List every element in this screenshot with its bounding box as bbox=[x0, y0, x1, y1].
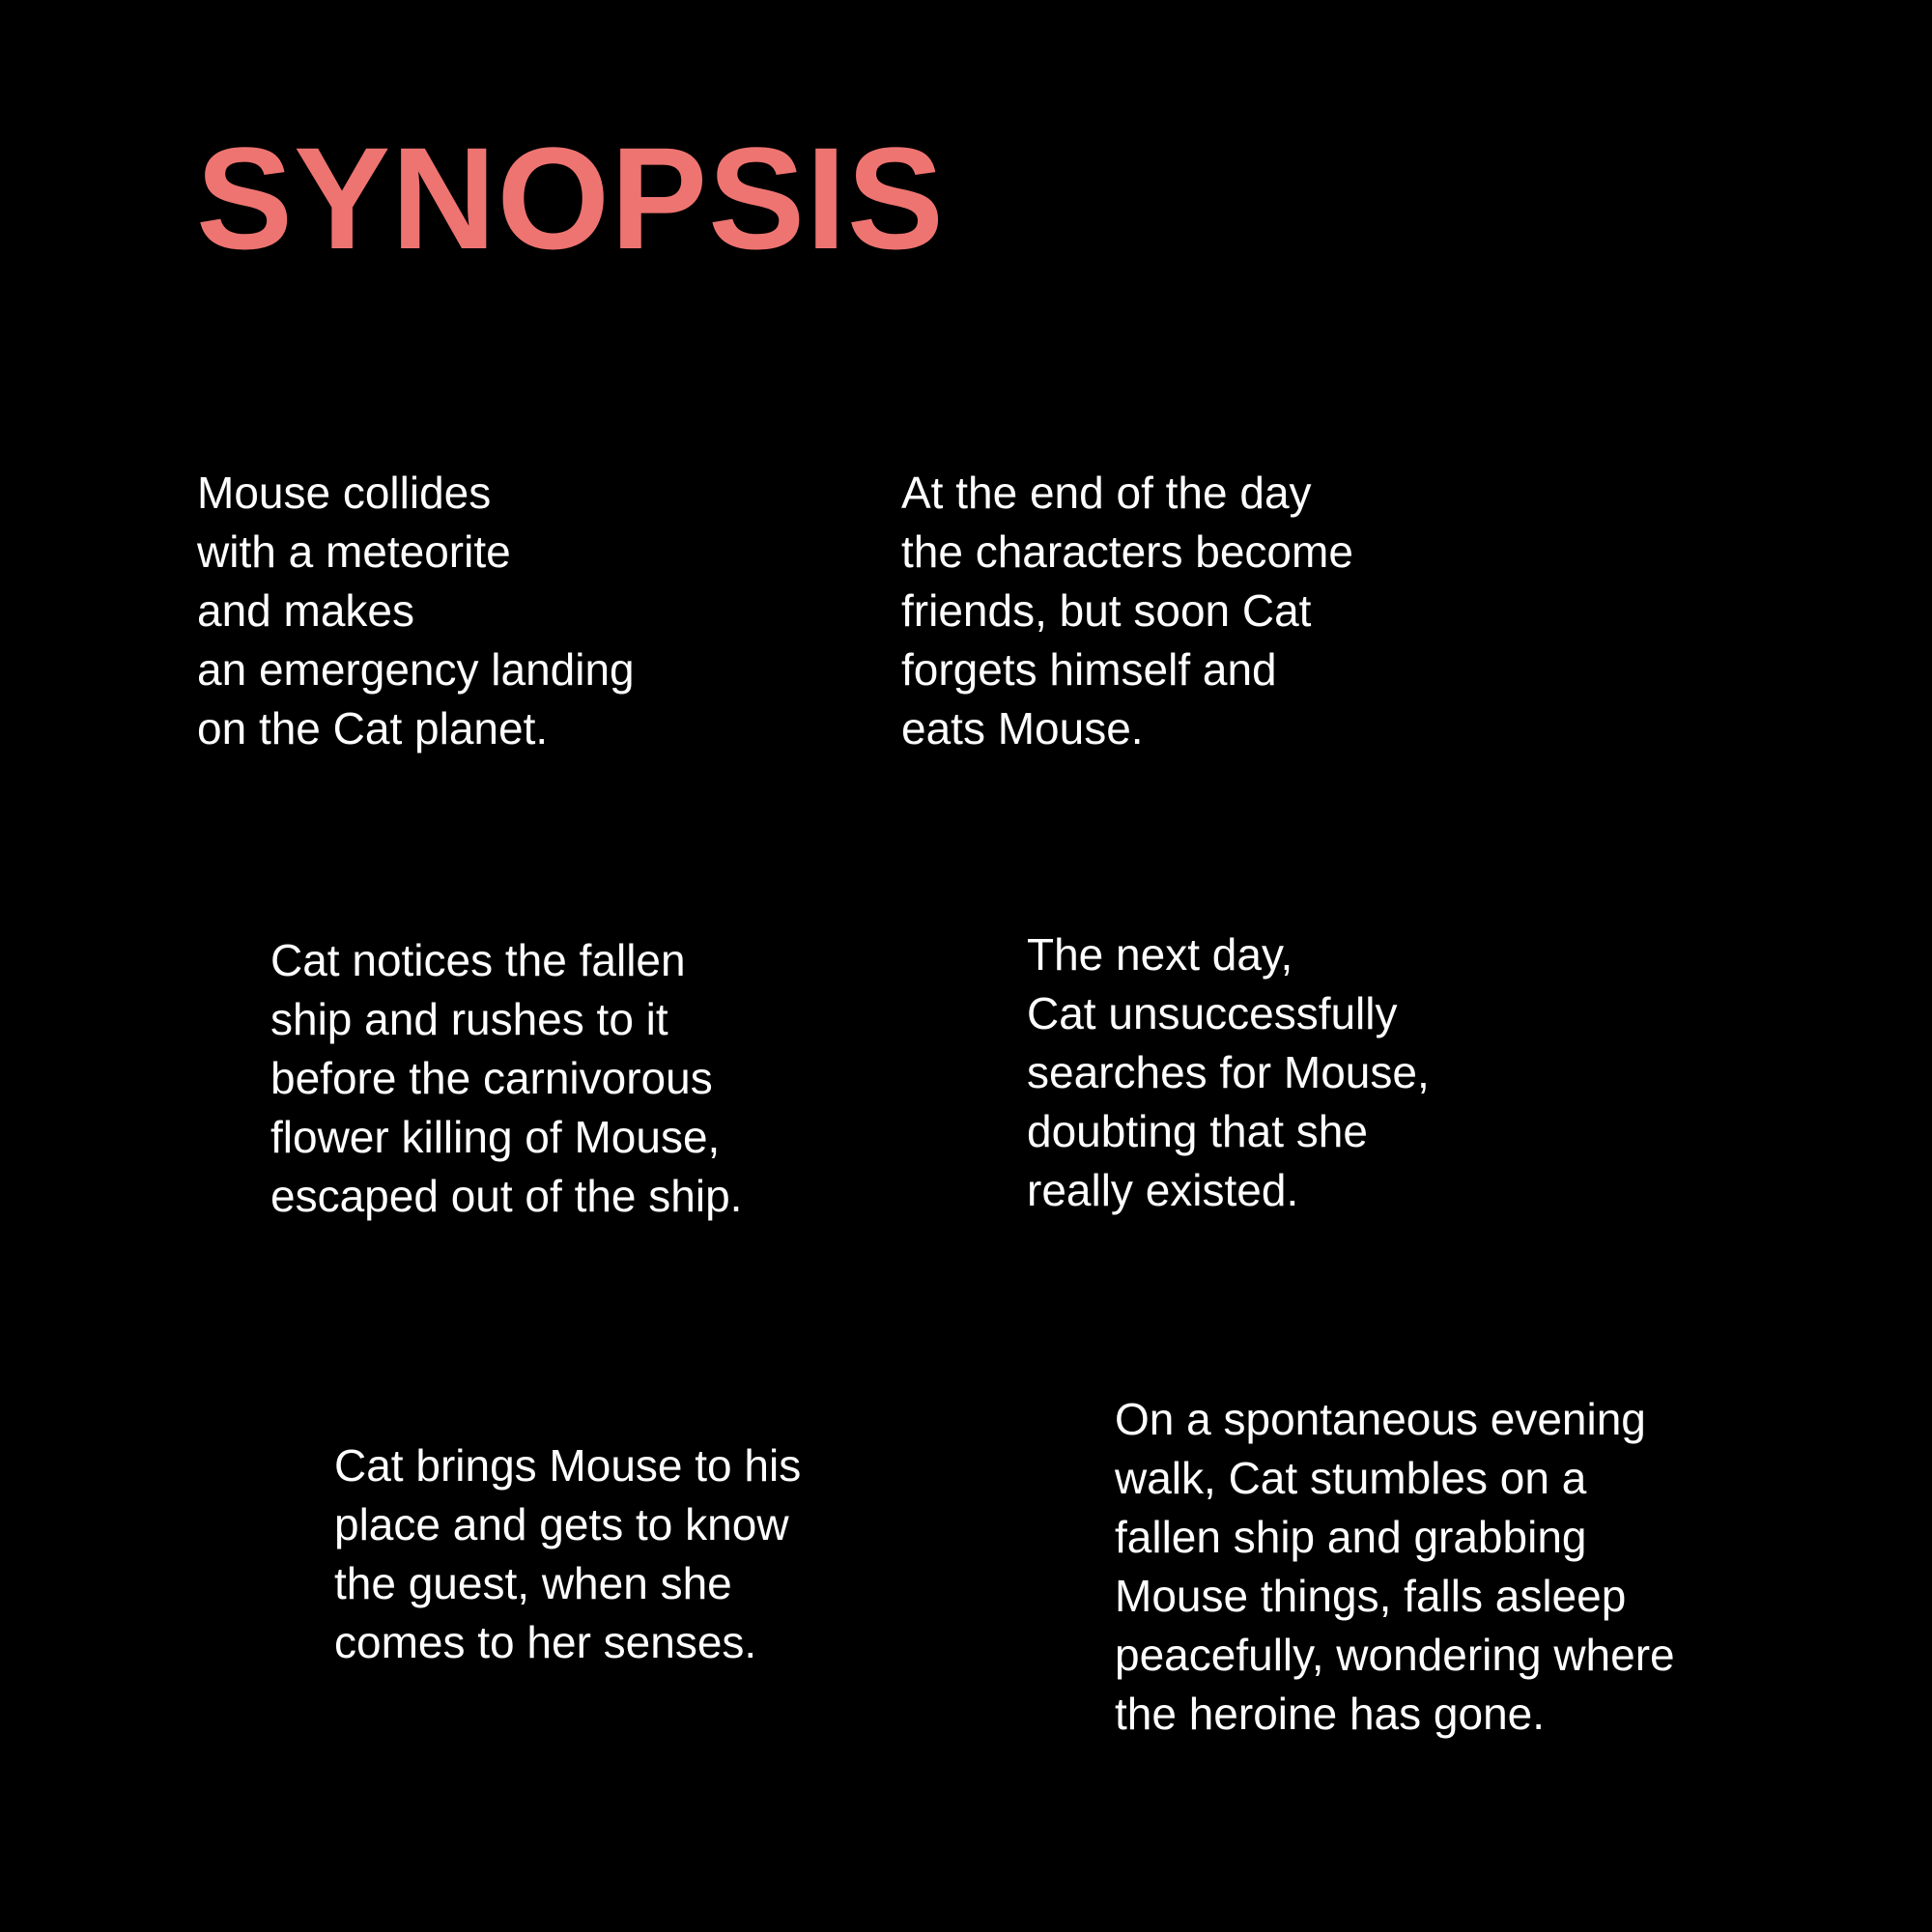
paragraph-line: Cat unsuccessfully bbox=[1027, 988, 1398, 1038]
paragraph-line: with a meteorite bbox=[197, 526, 511, 577]
paragraph-line: On a spontaneous evening bbox=[1115, 1394, 1646, 1444]
paragraph-line: an emergency landing bbox=[197, 644, 635, 695]
synopsis-paragraph-3 bbox=[270, 931, 742, 1226]
paragraph-line: comes to her senses. bbox=[334, 1617, 757, 1667]
paragraph-line: peacefully, wondering where bbox=[1115, 1630, 1675, 1680]
page-title: SYNOPSIS bbox=[196, 117, 945, 279]
synopsis-paragraph-2 bbox=[901, 464, 1353, 758]
paragraph-line: place and gets to know bbox=[334, 1499, 789, 1549]
paragraph-line: Cat brings Mouse to his bbox=[334, 1440, 802, 1491]
paragraph-line: escaped out of the ship. bbox=[270, 1171, 743, 1221]
paragraph-line: the heroine has gone. bbox=[1115, 1689, 1546, 1739]
paragraph-line: the guest, when she bbox=[334, 1558, 732, 1608]
paragraph-line: really existed. bbox=[1027, 1165, 1299, 1215]
paragraph-line: The next day, bbox=[1027, 929, 1293, 980]
paragraph-line: Mouse collides bbox=[197, 468, 492, 518]
paragraph-line: searches for Mouse, bbox=[1027, 1047, 1430, 1097]
synopsis-paragraph-1 bbox=[197, 464, 635, 758]
paragraph-line: walk, Cat stumbles on a bbox=[1115, 1453, 1587, 1503]
paragraph-line: before the carnivorous bbox=[270, 1053, 713, 1103]
paragraph-line: the characters become bbox=[901, 526, 1353, 577]
paragraph-line: and makes bbox=[197, 585, 415, 636]
synopsis-paragraph-4 bbox=[1027, 925, 1430, 1220]
paragraph-line: friends, but soon Cat bbox=[901, 585, 1312, 636]
paragraph-line: ship and rushes to it bbox=[270, 994, 668, 1044]
paragraph-line: Mouse things, falls asleep bbox=[1115, 1571, 1627, 1621]
paragraph-line: Cat notices the fallen bbox=[270, 935, 686, 985]
paragraph-line: At the end of the day bbox=[901, 468, 1312, 518]
paragraph-line: flower killing of Mouse, bbox=[270, 1112, 721, 1162]
paragraph-line: fallen ship and grabbing bbox=[1115, 1512, 1587, 1562]
paragraph-line: forgets himself and bbox=[901, 644, 1277, 695]
synopsis-paragraph-6 bbox=[1115, 1390, 1675, 1744]
synopsis-paragraph-5 bbox=[334, 1436, 801, 1672]
paragraph-line: eats Mouse. bbox=[901, 703, 1144, 753]
paragraph-line: on the Cat planet. bbox=[197, 703, 549, 753]
paragraph-line: doubting that she bbox=[1027, 1106, 1368, 1156]
